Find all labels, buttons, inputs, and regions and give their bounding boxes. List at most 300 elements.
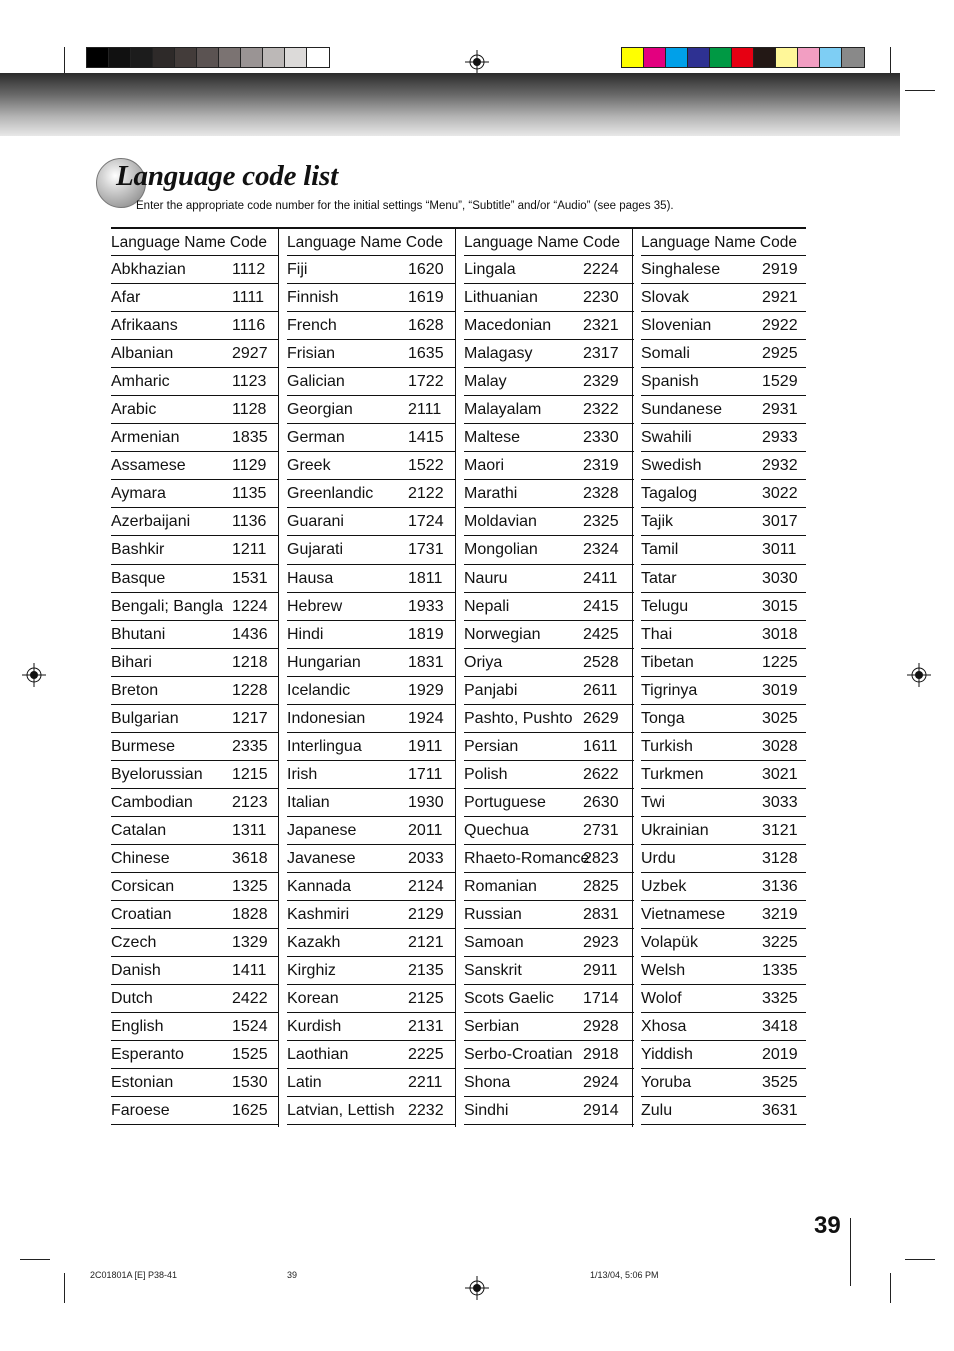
table-row [111, 677, 278, 705]
registration-mark-icon [22, 663, 46, 687]
language-name: Catalan [111, 821, 167, 839]
language-name: Assamese [111, 457, 186, 475]
language-name: Maltese [464, 429, 521, 447]
table-row [287, 368, 455, 396]
table-row [464, 677, 634, 705]
language-name: Sanskrit [464, 962, 522, 980]
crop-mark [890, 1273, 891, 1303]
color-swatch [285, 48, 307, 67]
table-row [111, 480, 278, 508]
language-code: 1415 [408, 429, 444, 447]
language-name: Irish [287, 765, 318, 783]
language-code: 1835 [232, 429, 268, 447]
table-row [464, 817, 634, 845]
color-swatch [307, 48, 329, 67]
gray-color-bar [86, 47, 330, 68]
column-header: Language Name Code [287, 229, 455, 256]
language-name: Abkhazian [111, 261, 186, 278]
language-name: Nepali [464, 597, 510, 615]
language-code: 1620 [408, 261, 444, 278]
table-row [641, 284, 806, 312]
language-name: Amharic [111, 373, 170, 391]
language-name: Basque [111, 569, 166, 587]
color-swatch [710, 48, 732, 67]
language-code: 2923 [583, 934, 619, 952]
table-row [287, 761, 455, 789]
table-row [464, 424, 634, 452]
language-name: Xhosa [641, 1018, 687, 1036]
language-code: 3017 [762, 513, 798, 531]
language-name: Korean [287, 990, 339, 1008]
language-name: Wolof [641, 990, 682, 1008]
language-code: 1731 [408, 541, 444, 559]
language-name: Marathi [464, 485, 518, 503]
color-bar [621, 47, 865, 68]
table-row [641, 508, 806, 536]
language-code: 2121 [408, 934, 444, 952]
table-row [287, 1041, 455, 1069]
color-swatch [754, 48, 776, 67]
language-code: 2914 [583, 1102, 619, 1120]
color-swatch [820, 48, 842, 67]
table-row [464, 536, 634, 564]
language-code: 2317 [583, 345, 619, 363]
table-row [111, 368, 278, 396]
table-row [111, 396, 278, 424]
language-name: Bihari [111, 653, 152, 671]
language-name: Corsican [111, 878, 175, 896]
language-code: 1217 [232, 709, 268, 727]
language-name: Volapük [641, 934, 698, 952]
language-code: 2425 [583, 625, 619, 643]
language-code: 1722 [408, 373, 444, 391]
language-name: Lingala [464, 261, 516, 278]
language-code: 2131 [408, 1018, 444, 1036]
table-row [287, 284, 455, 312]
footer-page: 39 [287, 1270, 298, 1280]
language-name: Serbian [464, 1018, 520, 1036]
table-row [464, 929, 634, 957]
color-swatch [263, 48, 285, 67]
language-name: Galician [287, 373, 345, 391]
table-row [641, 536, 806, 564]
language-name: Kirghiz [287, 962, 336, 980]
table-row [111, 1069, 278, 1097]
language-name: Kannada [287, 878, 352, 896]
language-code: 3033 [762, 793, 798, 811]
language-code: 2629 [583, 709, 619, 727]
table-row [641, 901, 806, 929]
table-row [287, 733, 455, 761]
language-name: Spanish [641, 373, 699, 391]
language-name: Breton [111, 681, 159, 699]
language-code: 3128 [762, 849, 798, 867]
language-code: 2011 [408, 821, 443, 839]
language-name: Oriya [464, 653, 503, 671]
language-code: 3018 [762, 625, 798, 643]
language-name: Persian [464, 737, 519, 755]
page-subtitle: Enter the appropriate code number for the initial settings “Menu”, “Subtitle” and/or “Audio” (see pages 35). [136, 200, 674, 212]
language-code: 1123 [232, 373, 267, 391]
table-row [111, 1041, 278, 1069]
language-code: 1335 [762, 962, 798, 980]
language-name: Dutch [111, 990, 153, 1008]
language-name: Rhaeto-Romance [464, 849, 590, 867]
language-code: 2922 [762, 317, 798, 335]
column-divider [278, 229, 279, 1127]
language-name: Sundanese [641, 401, 722, 419]
language-code: 2329 [583, 373, 619, 391]
language-code: 3418 [762, 1018, 798, 1036]
language-name: Bhutani [111, 625, 166, 643]
language-code: 2823 [583, 849, 619, 867]
language-name: Tonga [641, 709, 685, 727]
language-name: Portuguese [464, 793, 546, 811]
table-row [464, 733, 634, 761]
language-name: Russian [464, 906, 522, 924]
table-row [111, 761, 278, 789]
language-name: Hungarian [287, 653, 361, 671]
language-code: 3025 [762, 709, 798, 727]
language-code: 3219 [762, 906, 798, 924]
language-name: Kashmiri [287, 906, 350, 924]
table-row [287, 593, 455, 621]
language-code: 2135 [408, 962, 444, 980]
table-row [287, 957, 455, 985]
table-row [464, 284, 634, 312]
table-row [641, 1013, 806, 1041]
language-name: Croatian [111, 906, 172, 924]
table-row [111, 845, 278, 873]
table-row [641, 256, 806, 284]
table-row [641, 1041, 806, 1069]
language-code: 1128 [232, 401, 267, 419]
language-code: 2528 [583, 653, 619, 671]
table-row [641, 1069, 806, 1097]
language-code: 1411 [232, 962, 267, 980]
language-name: Bengali; Bangla [111, 597, 224, 615]
language-name: Tatar [641, 569, 677, 587]
table-row [641, 817, 806, 845]
language-name: Urdu [641, 849, 676, 867]
registration-mark-icon [907, 663, 931, 687]
table-row [464, 901, 634, 929]
table-row [641, 340, 806, 368]
language-name: Hebrew [287, 597, 343, 615]
crop-mark [890, 47, 891, 75]
language-name: Gujarati [287, 541, 344, 559]
language-name: Malay [464, 373, 507, 391]
color-swatch [644, 48, 666, 67]
language-code: 3136 [762, 878, 798, 896]
table-row [464, 256, 634, 284]
language-name: Yoruba [641, 1074, 692, 1092]
table-row [111, 621, 278, 649]
table-row [111, 1013, 278, 1041]
table-row [287, 873, 455, 901]
language-name: Czech [111, 934, 157, 952]
language-name: Telugu [641, 597, 689, 615]
crop-mark [20, 1259, 50, 1260]
table-row [287, 901, 455, 929]
language-name: Georgian [287, 401, 353, 419]
language-code: 1228 [232, 681, 268, 699]
table-column [464, 229, 634, 1125]
table-row [464, 621, 634, 649]
table-row [464, 873, 634, 901]
language-name: Slovak [641, 289, 690, 307]
table-row [287, 677, 455, 705]
table-row [641, 649, 806, 677]
language-name: Greenlandic [287, 485, 374, 503]
language-code: 1819 [408, 625, 444, 643]
color-swatch [109, 48, 131, 67]
language-code: 1225 [762, 653, 798, 671]
language-name: Estonian [111, 1074, 174, 1092]
language-code: 3121 [762, 821, 798, 839]
color-swatch [688, 48, 710, 67]
table-row [641, 312, 806, 340]
table-row [641, 957, 806, 985]
table-row [111, 817, 278, 845]
language-code: 2911 [583, 962, 618, 980]
table-row [287, 817, 455, 845]
table-row [464, 845, 634, 873]
table-row [111, 929, 278, 957]
table-row [111, 873, 278, 901]
table-row [641, 368, 806, 396]
table-row [287, 452, 455, 480]
table-row [111, 649, 278, 677]
table-row [641, 452, 806, 480]
language-name: Hausa [287, 569, 334, 587]
language-name: Shona [464, 1074, 511, 1092]
language-name: Polish [464, 765, 508, 783]
language-code: 2933 [762, 429, 798, 447]
language-name: Quechua [464, 821, 529, 839]
table-row [287, 312, 455, 340]
language-code: 1828 [232, 906, 268, 924]
language-code: 3019 [762, 681, 798, 699]
table-row [464, 565, 634, 593]
language-name: Azerbaijani [111, 513, 191, 531]
page-title: Language code list [116, 160, 338, 192]
language-code: 1136 [232, 513, 267, 531]
language-name: Guarani [287, 513, 344, 531]
language-code: 1619 [408, 289, 444, 307]
table-row [464, 1041, 634, 1069]
language-name: Aymara [111, 485, 166, 503]
language-name: Frisian [287, 345, 336, 363]
language-code: 2319 [583, 457, 619, 475]
column-header: Language Name Code [111, 229, 278, 256]
language-name: Latvian, Lettish [287, 1102, 395, 1120]
language-name: Kurdish [287, 1018, 342, 1036]
language-name: Cambodian [111, 793, 193, 811]
table-row [464, 312, 634, 340]
language-name: Japanese [287, 821, 357, 839]
language-code: 2232 [408, 1102, 444, 1120]
table-row [641, 677, 806, 705]
language-name: Icelandic [287, 681, 351, 699]
table-row [287, 396, 455, 424]
language-name: Chinese [111, 849, 170, 867]
language-name: Scots Gaelic [464, 990, 554, 1008]
table-row [641, 1097, 806, 1125]
language-code: 2328 [583, 485, 619, 503]
table-row [111, 789, 278, 817]
table-row [111, 705, 278, 733]
table-row [287, 424, 455, 452]
language-code: 1116 [232, 317, 266, 335]
table-row [111, 284, 278, 312]
language-name: Welsh [641, 962, 686, 980]
language-name: Turkish [641, 737, 693, 755]
language-name: Swedish [641, 457, 702, 475]
table-column [641, 229, 806, 1125]
language-code: 2230 [583, 289, 619, 307]
table-column [111, 229, 278, 1125]
table-row [287, 480, 455, 508]
language-code: 1211 [232, 541, 267, 559]
table-row [641, 424, 806, 452]
table-row [287, 536, 455, 564]
table-row [464, 649, 634, 677]
language-name: Hindi [287, 625, 324, 643]
language-code: 1625 [232, 1102, 268, 1120]
crop-mark [64, 47, 65, 75]
language-code: 3030 [762, 569, 798, 587]
language-name: Burmese [111, 737, 176, 755]
language-name: Tigrinya [641, 681, 698, 699]
language-name: Malagasy [464, 345, 533, 363]
language-code: 2122 [408, 485, 444, 503]
language-code: 1933 [408, 597, 444, 615]
language-name: Somali [641, 345, 690, 363]
column-header: Language Name Code [641, 229, 806, 256]
language-code: 2225 [408, 1046, 444, 1064]
language-code: 2019 [762, 1046, 798, 1064]
language-name: Vietnamese [641, 906, 726, 924]
table-row [464, 705, 634, 733]
color-swatch [732, 48, 754, 67]
language-code: 1930 [408, 793, 444, 811]
language-code: 3631 [762, 1102, 798, 1120]
language-name: Latin [287, 1074, 322, 1092]
language-name: Yiddish [641, 1046, 693, 1064]
language-code: 3028 [762, 737, 798, 755]
language-name: French [287, 317, 337, 335]
table-row [464, 985, 634, 1013]
language-name: Singhalese [641, 261, 721, 278]
language-name: Turkmen [641, 765, 704, 783]
language-name: Greek [287, 457, 331, 475]
language-name: Serbo-Croatian [464, 1046, 573, 1064]
table-row [111, 424, 278, 452]
table-row [287, 705, 455, 733]
language-code: 2924 [583, 1074, 619, 1092]
table-row [111, 733, 278, 761]
color-swatch [622, 48, 644, 67]
color-swatch [842, 48, 864, 67]
table-row [287, 929, 455, 957]
color-swatch [219, 48, 241, 67]
crop-mark [905, 1259, 935, 1260]
language-name: Samoan [464, 934, 524, 952]
color-swatch [798, 48, 820, 67]
language-name: English [111, 1018, 164, 1036]
table-row [111, 1097, 278, 1125]
language-name: Afrikaans [111, 317, 178, 335]
language-code: 2322 [583, 401, 619, 419]
table-row [464, 508, 634, 536]
language-code: 3011 [762, 541, 797, 559]
language-code: 2918 [583, 1046, 619, 1064]
language-code: 1129 [232, 457, 267, 475]
color-swatch [241, 48, 263, 67]
language-code: 2123 [232, 793, 268, 811]
language-code: 2335 [232, 737, 268, 755]
language-name: Italian [287, 793, 330, 811]
language-name: Mongolian [464, 541, 538, 559]
language-code: 2325 [583, 513, 619, 531]
table-row [464, 593, 634, 621]
table-row [287, 985, 455, 1013]
language-name: Javanese [287, 849, 356, 867]
language-name: Lithuanian [464, 289, 538, 307]
language-code: 1135 [232, 485, 267, 503]
column-header: Language Name Code [464, 229, 634, 256]
language-name: Tagalog [641, 485, 698, 503]
table-row [641, 621, 806, 649]
language-code: 3325 [762, 990, 798, 1008]
table-row [111, 901, 278, 929]
language-code: 1329 [232, 934, 268, 952]
language-code-table [111, 227, 806, 1127]
language-name: Panjabi [464, 681, 518, 699]
language-code: 2932 [762, 457, 798, 475]
language-name: Arabic [111, 401, 157, 419]
table-row [641, 985, 806, 1013]
table-row [111, 565, 278, 593]
language-code: 2033 [408, 849, 444, 867]
language-name: Tibetan [641, 653, 694, 671]
language-code: 1635 [408, 345, 444, 363]
language-code: 1215 [232, 765, 268, 783]
language-code: 2931 [762, 401, 798, 419]
table-row [287, 789, 455, 817]
language-name: Esperanto [111, 1046, 184, 1064]
language-name: Maori [464, 457, 505, 475]
language-code: 2731 [583, 821, 619, 839]
color-swatch [87, 48, 109, 67]
language-code: 3618 [232, 849, 268, 867]
language-code: 1811 [408, 569, 443, 587]
language-code: 1436 [232, 625, 268, 643]
language-name: Faroese [111, 1102, 170, 1120]
page-number-rule [850, 1218, 851, 1286]
table-row [287, 845, 455, 873]
language-name: Sindhi [464, 1102, 509, 1120]
table-row [464, 340, 634, 368]
table-row [287, 340, 455, 368]
table-row [287, 649, 455, 677]
language-code: 2611 [583, 681, 618, 699]
language-code: 1525 [232, 1046, 268, 1064]
language-code: 2124 [408, 878, 444, 896]
language-code: 1325 [232, 878, 268, 896]
language-code: 1628 [408, 317, 444, 335]
